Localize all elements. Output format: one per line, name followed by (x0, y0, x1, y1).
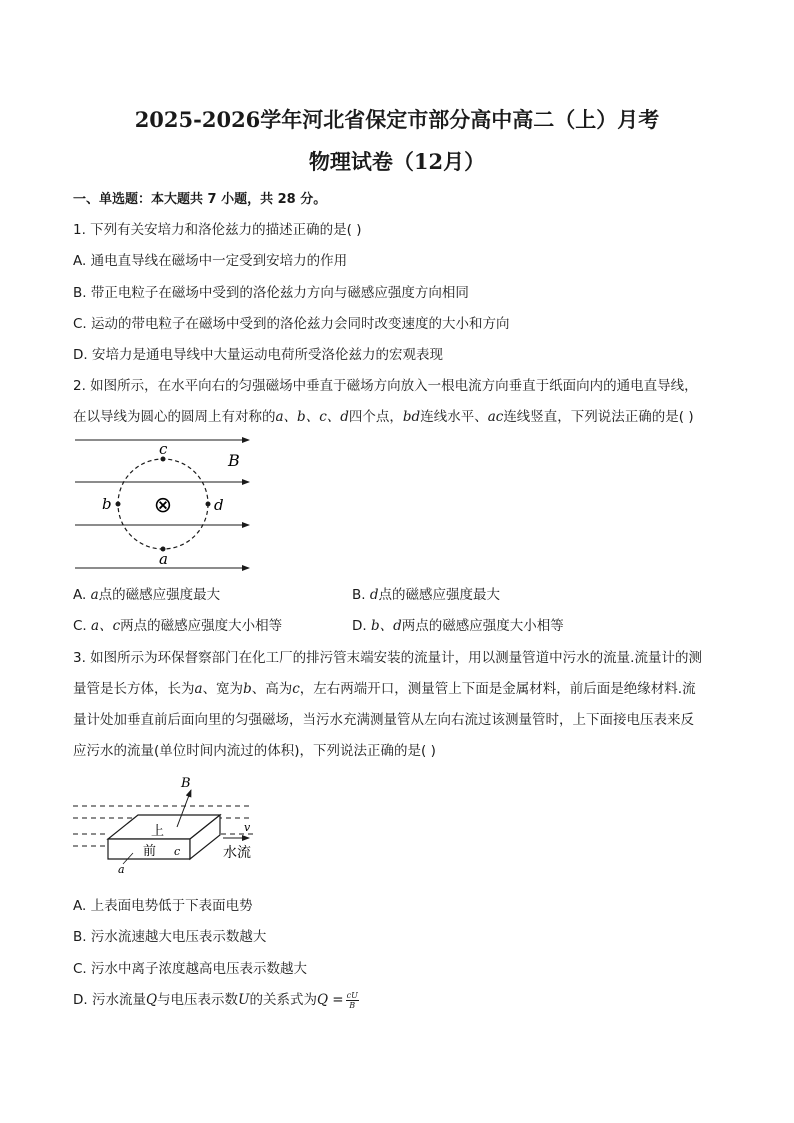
q1-option-a: A. 通电直导线在磁场中一定受到安培力的作用 (73, 253, 348, 269)
label-top: 上 (151, 824, 165, 839)
q3-option-a: A. 上表面电势低于下表面电势 (73, 898, 253, 914)
q2-stem-line2: 在以导线为圆心的圆周上有对称的a、b、c、d四个点，bd连线水平、ac连线竖直，下列说法正确的是( ) (73, 409, 694, 425)
exam-subtitle: 物理试卷（12月） (308, 149, 486, 174)
q2-magnetic-field-figure (73, 432, 253, 572)
label-a: a (159, 550, 168, 568)
q1-option-c: C. 运动的带电粒子在磁场中受到的洛伦兹力会同时改变速度的大小和方向 (73, 316, 510, 332)
q3-stem-line1: 3. 如图所示为环保督察部门在化工厂的排污管末端安装的流量计，用以测量管道中污水的流量.流量计的测 (73, 650, 702, 666)
q2-option-d: D. b、d两点的磁感应强度大小相等 (352, 618, 564, 634)
q1-option-d: D. 安培力是通电导线中大量运动电荷所受洛伦兹力的宏观表现 (73, 347, 443, 363)
label-c: c (174, 845, 181, 858)
label-water-flow: 水流 (223, 845, 251, 861)
label-b: b (102, 495, 112, 513)
formula-fraction: $\frac{cU}{B}$ (346, 990, 358, 1010)
q1-option-b: B. 带正电粒子在磁场中受到的洛伦兹力方向与磁感应强度方向相同 (73, 285, 469, 301)
q3-option-b: B. 污水流速越大电压表示数越大 (73, 929, 267, 945)
q3-stem-line2: 量管是长方体，长为a、宽为b、高为c，左右两端开口，测量管上下面是金属材料，前后面是绝缘材料.流 (73, 681, 696, 697)
q2-option-c: C. a、c两点的磁感应强度大小相等 (73, 618, 283, 634)
label-a: a (118, 863, 125, 876)
q2-stem-line1: 2. 如图所示，在水平向右的匀强磁场中垂直于磁场方向放入一根电流方向垂直于纸面向内的通电直导线， (73, 378, 698, 394)
label-d: d (214, 496, 224, 514)
q2-option-a: A. a点的磁感应强度最大 (73, 587, 221, 603)
exam-title: 2025-2026学年河北省保定市部分高中高二（上）月考 (134, 107, 660, 132)
q2-option-b: B. d点的磁感应强度最大 (352, 587, 501, 603)
label-v: v (244, 821, 251, 834)
q3-stem-line3: 量计处加垂直前后面向里的匀强磁场，当污水充满测量管从左向右流过该测量管时，上下面接电压表来反 (73, 712, 694, 728)
label-c: c (159, 440, 168, 458)
q3-flowmeter-figure (73, 772, 258, 877)
point-b (116, 502, 121, 507)
q3-option-d: D. 污水流量Q与电压表示数U的关系式为Q = $\frac{cU}{B}$ (73, 990, 358, 1010)
point-d (206, 502, 211, 507)
label-field-b: B (181, 776, 191, 791)
section-heading: 一、单选题：本大题共 7 小题，共 28 分。 (73, 192, 327, 207)
q3-option-c: C. 污水中离子浓度越高电压表示数越大 (73, 961, 308, 977)
label-field-b: B (228, 451, 240, 470)
current-into-page-icon: ⊗ (153, 493, 173, 518)
q3-stem-line4: 应污水的流量(单位时间内流过的体积)，下列说法正确的是( ) (73, 743, 436, 759)
label-front: 前 (143, 844, 157, 859)
q1-stem: 1. 下列有关安培力和洛伦兹力的描述正确的是( ) (73, 222, 362, 238)
